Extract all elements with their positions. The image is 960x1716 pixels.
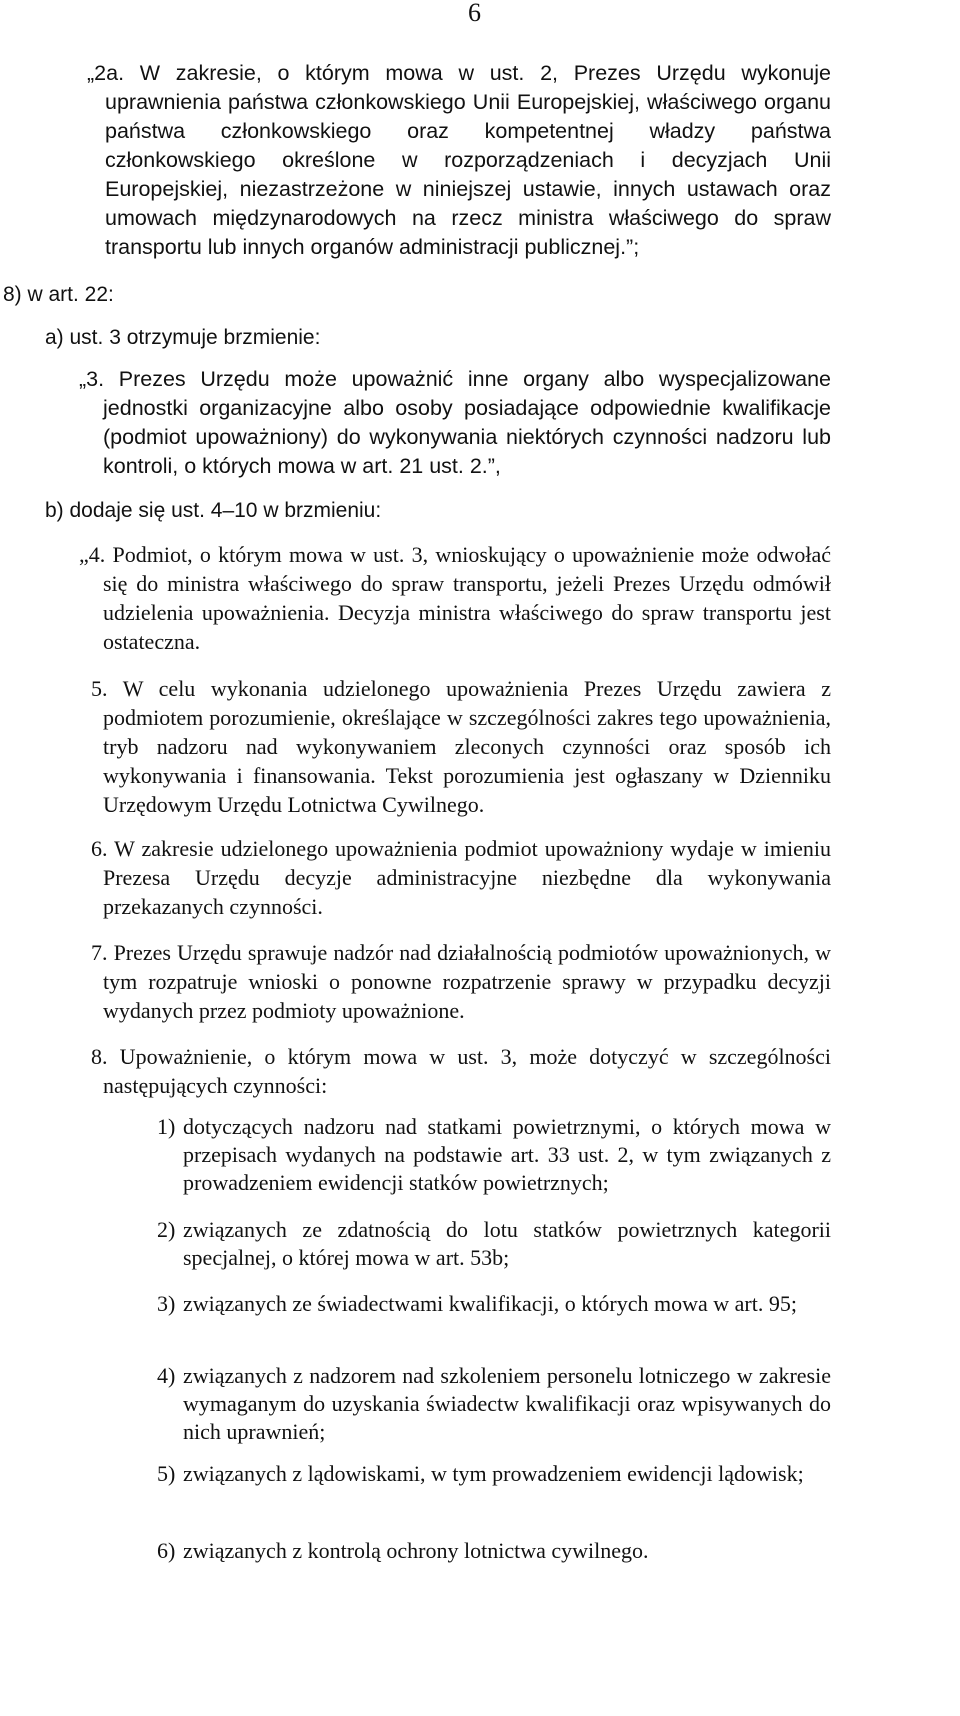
list-item-text: związanych ze zdatnością do lotu statków powietrznych kategorii specjalnej, o której mowa w art. 53b; [183, 1217, 831, 1270]
list-item-number: 4) [157, 1363, 176, 1388]
subpoint-b-heading: b) dodaje się ust. 4–10 w brzmieniu: [45, 499, 382, 522]
list-item-number: 3) [157, 1291, 176, 1316]
list-item-text: związanych z kontrolą ochrony lotnictwa cywilnego. [183, 1538, 649, 1563]
subpoint-a-heading: a) ust. 3 otrzymuje brzmienie: [45, 326, 321, 349]
list-item-text: związanych z lądowiskami, w tym prowadzeniem ewidencji lądowisk; [183, 1461, 804, 1486]
paragraph-4: „4. Podmiot, o którym mowa w ust. 3, wnioskujący o upoważnienie może odwołać się do ministra właściwego do spraw transportu, jeżeli Prezes Urzędu odmówił udzielenia upoważnienia. Decyzja ministra właściwego do spraw transportu jest ostateczna. [79, 542, 831, 654]
list-item [157, 1290, 831, 1318]
list-item [157, 1460, 831, 1488]
paragraph-7: 7. Prezes Urzędu sprawuje nadzór nad działalnością podmiotów upoważnionych, w tym rozpatruje wnioski o ponowne rozpatrzenie sprawy w przypadku decyzji wydanych przez podmioty upoważnione. [91, 940, 831, 1023]
list-item [157, 1537, 831, 1565]
paragraph-2a: „2a. W zakresie, o którym mowa w ust. 2, Prezes Urzędu wykonuje uprawnienia państwa członkowskiego Unii Europejskiej, właściwego organu państwa członkowskiego oraz kompetentnej władzy państwa członkowskiego określone w rozporządzeniach i decyzjach Unii Europejskiej, niezastrzeżone w niniejszej ustawie, innych ustawach oraz umowach międzynarodowych na rzecz ministra właściwego do spraw transportu lub innych organów administracji publicznej.”; [87, 61, 831, 259]
page-number: 6 [468, 0, 481, 27]
list-item [157, 1216, 831, 1272]
list-item-number: 6) [157, 1538, 176, 1563]
list-item-text: dotyczących nadzoru nad statkami powietrznymi, o których mowa w przepisach wydanych na podstawie art. 33 ust. 2, w tym związanych z prowadzeniem ewidencji statków powietrznych; [183, 1114, 831, 1195]
list-item [157, 1362, 831, 1446]
paragraph-3: „3. Prezes Urzędu może upoważnić inne organy albo wyspecjalizowane jednostki organizacyjne albo osoby posiadające odpowiednie kwalifikacje (podmiot upoważniony) do wykonywania niektórych czynności nadzoru lub kontroli, o których mowa w art. 21 ust. 2.”, [79, 367, 831, 478]
paragraph-6: 6. W zakresie udzielonego upoważnienia podmiot upoważniony wydaje w imieniu Prezesa Urzędu decyzje administracyjne niezbędne dla wykonywania przekazanych czynności. [91, 836, 831, 919]
list-item-text: związanych z nadzorem nad szkoleniem personelu lotniczego w zakresie wymaganym do uzyskania świadectw kwalifikacji oraz wpisywanych do nich uprawnień; [183, 1363, 831, 1444]
paragraph-8: 8. Upoważnienie, o którym mowa w ust. 3, może dotyczyć w szczególności następujących czynności: [91, 1044, 831, 1098]
list-item-number: 1) [157, 1114, 176, 1139]
point-8-heading: 8) w art. 22: [3, 283, 114, 306]
list-item-number: 2) [157, 1217, 176, 1242]
paragraph-5: 5. W celu wykonania udzielonego upoważnienia Prezes Urzędu zawiera z podmiotem porozumienie, określające w szczególności zakres tego upoważnienia, tryb nadzoru nad wykonywaniem zleconych czynności oraz sposób ich wykonywania i finansowania. Tekst porozumienia jest ogłaszany w Dzienniku Urzędowym Urzędu Lotnictwa Cywilnego. [91, 676, 831, 817]
list-item-number: 5) [157, 1461, 176, 1486]
list-item [157, 1113, 831, 1197]
list-item-text: związanych ze świadectwami kwalifikacji, o których mowa w art. 95; [183, 1291, 797, 1316]
